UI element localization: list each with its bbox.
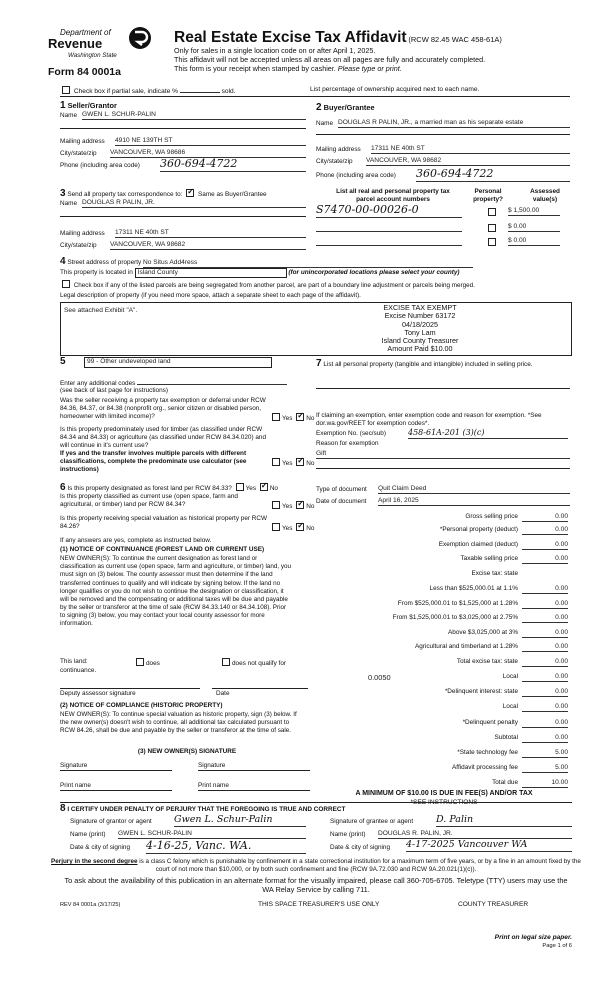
tax-row xyxy=(312,526,568,535)
grantee-signature-field[interactable]: D. Palin xyxy=(436,814,572,827)
q2-no-checkbox[interactable] xyxy=(296,458,304,466)
historic-no-checkbox[interactable] xyxy=(296,523,304,531)
form-number: Form 84 0001a xyxy=(48,66,121,78)
personal-col-header xyxy=(468,188,508,204)
grantee-signature-label: Signature of grantee or agent xyxy=(330,818,414,825)
tax-value[interactable]: 0.00 xyxy=(522,629,568,638)
additional-codes-note: (see back of last page for instructions) xyxy=(60,387,168,394)
legal-description-box[interactable] xyxy=(60,302,572,356)
grantee-signature-row xyxy=(330,814,572,826)
tax-value[interactable]: 0.00 xyxy=(522,688,568,697)
grantor-date-label: Date & city of signing xyxy=(70,844,131,851)
logo-state: Washington State xyxy=(68,52,117,59)
tax-label: *State technology fee xyxy=(457,749,518,756)
perjury-notice xyxy=(46,858,586,874)
exemption-number-label: Exemption No. (sec/sub) xyxy=(316,430,386,437)
stamp-line: Tony Lam xyxy=(404,327,436,337)
section3-name-row xyxy=(60,200,306,208)
tax-label: Local xyxy=(502,703,518,710)
seller-heading-text: Seller/Grantor xyxy=(67,101,117,110)
buyer-mail-label: Mailing address xyxy=(316,146,361,153)
perjury-heading: Perjury in the second degree xyxy=(51,858,138,865)
section5-num: 5 xyxy=(60,356,66,367)
title-rcw: (RCW 82.45 WAC 458-61A) xyxy=(408,35,502,44)
additional-codes-field[interactable] xyxy=(137,378,287,385)
assessed-col-line2: value(s) xyxy=(532,196,558,203)
grantor-name-row xyxy=(70,831,306,839)
tax-row xyxy=(312,688,568,697)
does-not-label: does not qualify for xyxy=(232,660,286,667)
buyer-name-row xyxy=(316,120,570,128)
section7-label: List all personal property (tangible and intangible) included in selling price. xyxy=(323,361,533,368)
grantee-date-field[interactable]: 4-17-2025 Vancouver WA xyxy=(406,839,572,852)
tax-row xyxy=(312,749,568,758)
personal-col-line2: property? xyxy=(473,196,503,203)
parcel-row xyxy=(316,203,570,218)
yes-label: Yes xyxy=(282,503,293,510)
yes-label: Yes xyxy=(245,485,257,492)
same-as-buyer-label: Same as Buyer/Grantee xyxy=(198,191,267,198)
tax-label: Exemption claimed (deduct) xyxy=(438,541,518,548)
assessed-col-header xyxy=(520,188,570,204)
section4-street-row xyxy=(60,256,570,269)
buyer-phone-field[interactable]: 360-694-4722 xyxy=(416,167,570,182)
legal-paper-note: Print on legal size paper. xyxy=(494,934,572,941)
page-number: Page 1 of 6 xyxy=(542,943,572,949)
segregated-label: Check box if any of the listed parcels are being segregated from another parcel, are part of a boundary line adjustment or parcels being merged. xyxy=(73,282,475,289)
treasurer-use-label: THIS SPACE TREASURER'S USE ONLY xyxy=(258,901,380,908)
tax-label: Above $3,025,000 at 3% xyxy=(448,629,518,636)
buyer-mail-row xyxy=(316,146,570,154)
deputy-date-label: Date xyxy=(216,690,230,697)
grantor-name-label: Name (print) xyxy=(70,831,106,838)
section6-q3-text: Is this property receiving special valuation as historical property per RCW 84.26? xyxy=(60,515,268,530)
does-label: does xyxy=(146,660,160,667)
seller-phone-field[interactable]: 360-694-4722 xyxy=(160,157,306,172)
parcel-account-field[interactable]: S7470-00-00026-0 xyxy=(316,203,462,218)
exemption-number-row xyxy=(316,430,570,438)
historic-yes-checkbox[interactable] xyxy=(272,523,280,531)
header-notes xyxy=(174,46,485,73)
section3-city-field[interactable]: VANCOUVER, WA 98682 xyxy=(110,241,306,250)
new-owner-print-label: Print name xyxy=(198,782,229,789)
exemption-number-field[interactable]: 458-61A-201 (3)(c) xyxy=(408,428,568,439)
tax-row xyxy=(312,513,568,522)
parcel-account-field[interactable] xyxy=(316,236,462,246)
section3-city-label: City/state/zip xyxy=(60,242,97,249)
header-note-3: This form is your receipt when stamped by cashier. xyxy=(174,64,336,73)
tax-row xyxy=(312,643,568,652)
tax-label: Gross selling price xyxy=(465,513,518,520)
dor-logo-icon xyxy=(128,26,152,50)
tax-row xyxy=(312,734,568,743)
section6-q2 xyxy=(60,493,314,509)
header-note-1: Only for sales in a single location code on or after April 1, 2025. xyxy=(174,46,376,55)
exemption-reason-field[interactable]: Gift xyxy=(316,450,570,459)
title-text: Real Estate Excise Tax Affidavit xyxy=(174,29,407,46)
personal-property-checkbox[interactable] xyxy=(488,224,496,232)
current-use-no-checkbox[interactable] xyxy=(296,501,304,509)
buyer-city-label: City/state/zip xyxy=(316,158,353,165)
stamp-line: 04/18/2025 xyxy=(402,319,438,329)
street-address-field[interactable]: No Situs Add4ress xyxy=(143,259,473,268)
buyer-mail-field[interactable]: 17311 NE 40th ST xyxy=(371,145,570,154)
this-land-label: This land: xyxy=(60,658,88,665)
seller-mail-field[interactable]: 4910 NE 139TH ST xyxy=(115,137,306,146)
partial-sold-label: sold. xyxy=(221,88,236,95)
legal-desc-label: Legal description of property (if you need more space, attach a separate sheet to each page of the affidavit). xyxy=(60,292,361,299)
seller-city-field[interactable]: VANCOUVER, WA 98686 xyxy=(110,149,306,158)
buyer-heading xyxy=(316,102,375,115)
buyer-name-field[interactable]: DOUGLAS R PALIN, JR., a married man as his separate estate xyxy=(338,119,570,128)
section3-mail-label: Mailing address xyxy=(60,230,105,237)
tax-label: *Personal property (deduct) xyxy=(439,526,518,533)
tax-row xyxy=(312,541,568,550)
county-label: This property is located in xyxy=(60,269,133,276)
see-instructions: *SEE INSTRUCTIONS xyxy=(410,799,478,806)
header-note-print: Please type or print. xyxy=(337,64,402,73)
parcel-row xyxy=(316,222,570,234)
buyer-phone-label: Phone (including area code) xyxy=(316,172,396,179)
seller-city-label: City/state/zip xyxy=(60,150,97,157)
q1-no-checkbox[interactable] xyxy=(296,413,304,421)
parcel-col-line2: parcel account numbers xyxy=(356,196,430,203)
dor-logo xyxy=(46,26,156,78)
tax-row xyxy=(312,600,568,609)
grantor-signature-label: Signature of grantor or agent xyxy=(70,818,152,825)
forest-yes-checkbox[interactable] xyxy=(236,483,244,491)
same-as-buyer-checkbox[interactable] xyxy=(186,189,194,197)
section3-name-label: Name xyxy=(60,200,78,207)
tax-row xyxy=(312,764,568,773)
seller-name-field[interactable]: GWEN L. SCHUR-PALIN xyxy=(82,111,306,120)
new-owner-print-label: Print name xyxy=(60,782,91,789)
section3-mail-row xyxy=(60,230,306,238)
section3-mail-field[interactable]: 17311 NE 40th ST xyxy=(115,229,306,238)
doc-date-row xyxy=(316,498,570,506)
county-select[interactable]: Island County xyxy=(135,268,287,278)
section7-row xyxy=(316,358,570,371)
stamp-line: EXCISE TAX EXEMPT xyxy=(383,303,457,312)
doc-date-field[interactable]: April 16, 2025 xyxy=(378,497,570,506)
no-label: No xyxy=(306,415,315,422)
q2-yes-checkbox[interactable] xyxy=(272,458,280,466)
tax-row xyxy=(312,555,568,564)
partial-percent-field[interactable] xyxy=(180,92,220,93)
seller-heading-num: 1 xyxy=(60,100,66,111)
tax-row xyxy=(312,585,568,594)
grantor-signature-row xyxy=(70,814,306,826)
tax-value[interactable]: 0.00 xyxy=(522,643,568,652)
tax-label: Total due xyxy=(492,779,518,786)
no-label: No xyxy=(306,460,315,467)
forest-no-checkbox[interactable] xyxy=(260,483,268,491)
legal-description-text: See attached Exhibit "A". xyxy=(64,307,138,314)
logo-revenue: Revenue xyxy=(48,36,103,51)
segregated-row xyxy=(60,280,572,290)
county-note: (for unincorporated locations please select your county) xyxy=(288,269,460,276)
seller-name-label: Name xyxy=(60,112,78,119)
buyer-city-row xyxy=(316,158,570,166)
q1-text: Was the seller receiving a property tax exemption or deferral under RCW 84.36, 84.37, or 84.38 (nonprofit org., senior citizen or disabled person, homeowner with limited income)? xyxy=(60,397,266,420)
tax-value[interactable]: 0.00 xyxy=(522,541,568,550)
revision-label: REV 84 0001a (3/17/25) xyxy=(60,902,121,908)
section3-name-field[interactable]: DOUGLAS R PALIN, JR. xyxy=(82,199,306,208)
no-label: No xyxy=(306,503,315,510)
doc-type-row xyxy=(316,486,570,494)
tax-label: Subtotal xyxy=(494,734,518,741)
exemption-instructions: If claiming an exemption, enter exemption code and reason for exemption. *See dor.wa.gov/REET for exemption codes*. xyxy=(316,412,542,427)
continuance-heading: (1) NOTICE OF CONTINUANCE (FOREST LAND OR CURRENT USE) xyxy=(60,546,265,553)
doc-type-field[interactable]: Quit Claim Deed xyxy=(378,485,570,494)
tax-label: Agricultural and timberland at 1.28% xyxy=(414,643,518,650)
new-owner-signature-heading: (3) NEW OWNER(S) SIGNATURE xyxy=(137,748,237,755)
buyer-heading-text: Buyer/Grantee xyxy=(323,103,375,112)
does-qualify-checkbox[interactable] xyxy=(136,658,144,666)
compliance-text: NEW OWNER(S): To continue special valuation as historic property, sign (3) below. If the new owner(s) doesn't wish to continue, all additional tax calculated pursuant to RCW 84.26, shall be due and payable by the seller or transferor at the time of sale. xyxy=(60,711,297,735)
tax-label: From $525,000.01 to $1,525,000 at 1.28% xyxy=(397,600,518,607)
personal-property-checkbox[interactable] xyxy=(488,238,496,246)
tax-value[interactable]: 5.00 xyxy=(522,749,568,758)
section3-label: Send all property tax correspondence to: xyxy=(67,191,183,198)
buyer-name-label: Name xyxy=(316,120,334,127)
seller-phone-label: Phone (including area code) xyxy=(60,162,140,169)
tax-label: Affidavit processing fee xyxy=(452,764,518,771)
tax-value[interactable]: 0.00 xyxy=(522,600,568,609)
tax-value[interactable]: 0.00 xyxy=(522,703,568,712)
buyer-city-field[interactable]: VANCOUVER, WA 98682 xyxy=(366,157,570,166)
yes-label: Yes xyxy=(282,525,293,532)
form-title xyxy=(174,28,502,47)
tax-row xyxy=(312,703,568,712)
buyer-phone-row xyxy=(316,167,570,180)
q2-text: Is this property predominately used for timber (as classified under RCW 84.34 and 84.33) or agriculture (as classified under RCW 84.34.020) and will continue in it's current use? xyxy=(60,426,267,449)
grantor-date-row xyxy=(70,839,306,852)
section3-city-row xyxy=(60,242,306,250)
section5-q2 xyxy=(60,426,314,474)
tax-row xyxy=(312,719,568,728)
partial-sale-checkbox[interactable] xyxy=(62,86,70,94)
stamp-line: Excise Number 63172 xyxy=(384,311,456,321)
buyer-heading-num: 2 xyxy=(316,102,322,113)
personal-col-line1: Personal xyxy=(474,188,502,195)
parcel-row xyxy=(316,236,570,248)
continuance-label: continuance. xyxy=(60,667,97,674)
street-address-label: Street address of property xyxy=(67,259,142,266)
additional-codes-label: Enter any additional codes xyxy=(60,380,136,387)
tax-value[interactable]: 0.00 xyxy=(522,734,568,743)
tax-value[interactable]: 0.00 xyxy=(522,513,568,522)
tax-value[interactable]: 5.00 xyxy=(522,764,568,773)
stamp-line: Amount Paid $10.00 xyxy=(387,344,453,354)
q1-yes-checkbox[interactable] xyxy=(272,413,280,421)
does-not-qualify-checkbox[interactable] xyxy=(222,658,230,666)
new-owner-signature-label: Signature xyxy=(198,762,226,769)
personal-property-checkbox[interactable] xyxy=(488,208,496,216)
assessed-value-field[interactable]: $ 1,500.00 xyxy=(508,207,560,216)
tax-label: *Delinquent interest: state xyxy=(444,688,518,695)
assessed-col-line1: Assessed xyxy=(530,188,560,195)
yes-label: Yes xyxy=(282,415,293,422)
compliance-heading: (2) NOTICE OF COMPLIANCE (HISTORIC PROPERTY) xyxy=(60,702,223,709)
parcel-account-field[interactable] xyxy=(316,222,462,232)
alternate-format-notice: To ask about the availability of this publication in an alternate format for the visually impaired, please call 360-705-6705. Teletype (TTY) users may use the WA Relay Service by calling 711. xyxy=(64,876,568,895)
tax-label: Taxable selling price xyxy=(460,555,518,562)
no-label: No xyxy=(269,485,278,492)
if-any-yes: If any answers are yes, complete as instructed below. xyxy=(60,537,212,544)
section6-q2-text: Is this property classified as current use (open space, farm and agricultural, or timber) land per RCW 84.34? xyxy=(60,493,238,508)
seller-mail-label: Mailing address xyxy=(60,138,105,145)
tax-row xyxy=(312,614,568,623)
minimum-due-note: A MINIMUM OF $10.00 IS DUE IN FEE(S) AND/OR TAX xyxy=(355,790,533,797)
no-label: No xyxy=(306,525,315,532)
county-treasurer-label: COUNTY TREASURER xyxy=(458,901,529,908)
section6-q3 xyxy=(60,515,314,531)
tax-value[interactable]: 0.00 xyxy=(522,719,568,728)
seller-phone-row xyxy=(60,157,306,170)
yes-label: Yes xyxy=(282,460,293,467)
tax-value[interactable]: 0.00 xyxy=(522,555,568,564)
section5-q1 xyxy=(60,397,314,421)
grantee-date-row xyxy=(330,839,572,852)
county-row xyxy=(60,268,570,278)
tax-value[interactable]: 0.00 xyxy=(522,585,568,594)
tax-label: Total excise tax: state xyxy=(456,658,518,665)
land-use-select[interactable]: 99 - Other undeveloped land xyxy=(84,357,272,368)
section3-num: 3 xyxy=(60,188,66,199)
tax-value[interactable]: 0.00 xyxy=(522,614,568,623)
grantee-name-label: Name (print) xyxy=(330,831,366,838)
tax-row xyxy=(312,629,568,638)
continuance-text: NEW OWNER(S): To continue the current designation as forest land or classification as current use (open space, farm and agriculture, or timber) land, you must sign on (3) below. The county assessor must then determine if the land transferred continues to qualify and will indicate by signing below. If the land no longer qualifies or you do not wish to continue the designation or classification, it will be removed and the compensating or additional taxes will be due and payable by the seller or transferor at the time of sale (RCW 84.33.140 or 84.34.108). Prior to signing (3) below, you may contact your local county assessor for more information. xyxy=(60,555,291,628)
this-land-row xyxy=(60,658,314,666)
partial-sale-row xyxy=(60,86,236,96)
tax-label: From $1,525,000.01 to $3,025,000 at 2.75% xyxy=(392,614,518,621)
grantee-name-row xyxy=(330,831,572,839)
certify-text: I CERTIFY UNDER PENALTY OF PERJURY THAT THE FOREGOING IS TRUE AND CORRECT xyxy=(67,806,346,813)
treasurer-stamp xyxy=(350,304,490,354)
grantor-name-field[interactable]: GWEN L. SCHUR-PALIN xyxy=(118,830,306,839)
tax-row xyxy=(312,570,568,579)
partial-sale-label: Check box if partial sale, indicate % xyxy=(73,88,178,95)
assessed-value-field[interactable]: $ 0.00 xyxy=(508,237,560,246)
grantee-date-label: Date & city of signing xyxy=(330,844,391,851)
segregated-checkbox[interactable] xyxy=(62,280,70,288)
section6-num: 6 xyxy=(60,482,66,493)
tax-value[interactable]: 0.00 xyxy=(522,673,568,682)
tax-value[interactable]: 0.00 xyxy=(522,658,568,667)
deputy-signature-label: Deputy assessor signature xyxy=(60,690,136,697)
tax-label: Local xyxy=(502,673,518,680)
current-use-yes-checkbox[interactable] xyxy=(272,501,280,509)
parcel-col-line1: List all real and personal property tax xyxy=(336,188,450,195)
section8-num: 8 xyxy=(60,803,66,814)
grantor-date-field[interactable]: 4-16-25, Vanc. WA. xyxy=(146,839,306,854)
tax-value[interactable]: 10.00 xyxy=(522,779,568,788)
grantor-signature-field[interactable]: Gwen L. Schur-Palin xyxy=(174,814,306,827)
seller-mail-row xyxy=(60,138,306,146)
perjury-text: is a class C felony which is punishable by confinement in a state correctional institution for a maximum term of five years, or by a fine in an amount fixed by the court of not more than $10,000, or by both such confinement and fine (RCW 9A.72.030 and RCW 9A.20.021(1)(c)). xyxy=(137,858,581,873)
parcel-col-header xyxy=(320,188,466,204)
logo-dept-line: Department of xyxy=(60,28,111,37)
section6-q1-text: Is this property designated as forest land per RCW 84.33? xyxy=(67,485,232,492)
exemption-reason-label: Reason for exemption xyxy=(316,440,379,447)
tax-row xyxy=(312,779,568,788)
grantee-name-field[interactable]: DOUGLAS R. PALIN, JR. xyxy=(378,830,572,839)
local-rate: 0.0050 xyxy=(368,673,391,682)
doc-date-label: Date of document xyxy=(316,498,367,505)
tax-label: Excise tax: state xyxy=(471,570,518,577)
tax-label: *Delinquent penalty xyxy=(462,719,518,726)
tax-label: Less than $525,000.01 at 1.1% xyxy=(429,585,518,592)
doc-type-label: Type of document xyxy=(316,486,367,493)
local-tax-row xyxy=(312,673,568,682)
ownership-note: List percentage of ownership acquired next to each name. xyxy=(310,86,480,93)
q2-note: If yes and the transfer involves multiple parcels with different classifications, complete the predominate use calculator (see instructions) xyxy=(60,450,247,473)
tax-value[interactable]: 0.00 xyxy=(522,526,568,535)
header-note-2: This affidavit will not be accepted unless all areas on all pages are fully and accurately completed. xyxy=(174,55,486,64)
section7-num: 7 xyxy=(316,358,322,369)
tax-row xyxy=(312,658,568,667)
new-owner-signature-label: Signature xyxy=(60,762,88,769)
seller-name-row xyxy=(60,112,306,120)
assessed-value-field[interactable]: $ 0.00 xyxy=(508,223,560,232)
stamp-line: Island County Treasurer xyxy=(381,336,459,346)
section4-num: 4 xyxy=(60,256,66,267)
